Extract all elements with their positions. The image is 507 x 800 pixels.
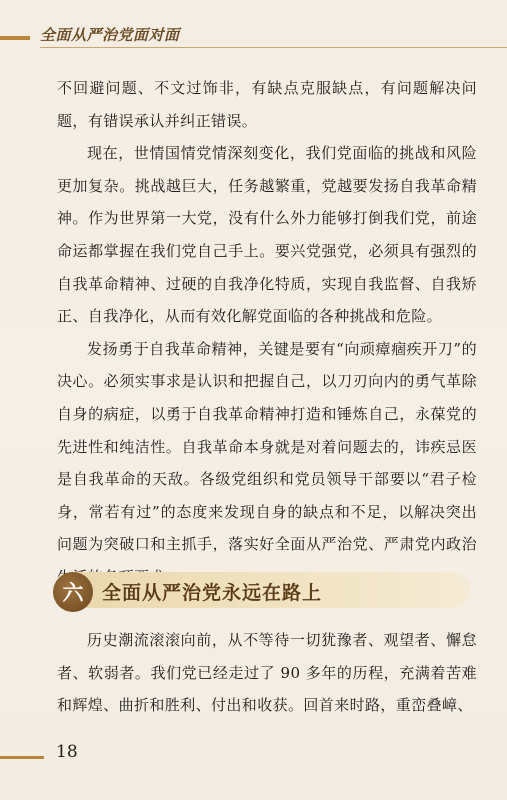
header-accent-bar <box>0 36 30 40</box>
paragraph: 不回避问题、不文过饰非，有缺点克服缺点，有问题解决问题，有错误承认并纠正错误。 <box>57 79 477 130</box>
running-header-title: 全面从严治党面对面 <box>40 26 180 44</box>
body-text-bottom <box>57 624 477 722</box>
footer-accent-bar <box>0 756 44 759</box>
paragraph: 发扬勇于自我革命精神，关键是要有“向顽瘴痼疾开刀”的决心。必须实事求是认识和把握自己，以刀刃向内的勇气革除自身的病症，以勇于自我革命精神打造和锤炼自己，永葆党的先进性和纯洁性。自我革命本身就是对着问题去的，讳疾忌医是自我革命的天敌。各级党组织和党员领导干部要以“君子检身，常若有过”的态度来发现自身的缺点和不足，以解决突出问题为突破口和主抓手，落实好全面从严治党、严肃党内政治 <box>57 339 477 554</box>
section-heading: 全面从严治党永远在路上 <box>102 582 323 604</box>
paragraph: 现在，世情国情党情深刻变化，我们党面临的挑战和风险更加复杂。挑战越巨大，任务越繁重，党越要发扬自我革命精神。作为世界第一大党，没有什么外力能够打倒我们党，前途命运都掌握在我们党自己手上。要兴党强党，必须具有强烈的自我革命精神、过硬的自我净化特质，实现自我监督、自我矫正、自我净化，从而有效化解党面临的各种挑战和危险。 <box>57 144 477 326</box>
body-text-top <box>57 72 477 594</box>
section-number-badge: 六 <box>53 572 93 612</box>
paragraph: 历史潮流滚滚向前，从不等待一切犹豫者、观望者、懈怠者、软弱者。我们党已经走过了 90 多年的历程，充满着苦难和辉煌、曲折和胜利、付出和收获。回首来时路，重峦叠嶂、 <box>57 631 477 715</box>
header-divider <box>40 47 507 48</box>
page-number: 18 <box>56 742 78 762</box>
